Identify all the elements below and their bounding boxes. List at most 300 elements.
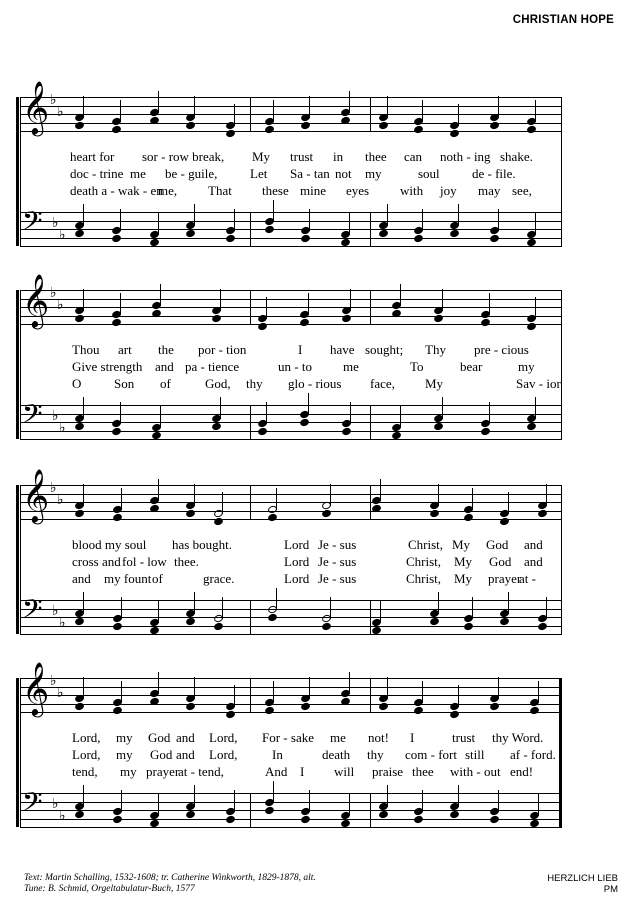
note-stem xyxy=(273,681,274,703)
staff-line xyxy=(20,511,562,512)
lyric-syllable: Lord, xyxy=(72,730,101,745)
lyric-syllable: in xyxy=(333,149,344,164)
note-stem xyxy=(535,397,536,419)
staff-line xyxy=(20,502,562,503)
measure-barline xyxy=(250,97,251,131)
note-stem xyxy=(330,597,331,619)
lyric-syllable: Lord, xyxy=(72,747,101,762)
lyric-syllable: pre - cious xyxy=(474,342,529,357)
lyric-syllable: I xyxy=(298,342,303,357)
flat-icon: ♭ xyxy=(50,285,57,301)
measure-barline xyxy=(370,678,371,712)
flat-icon: ♭ xyxy=(59,227,66,243)
lyric-syllable: God xyxy=(489,554,512,569)
staff-line xyxy=(20,97,562,98)
system-barline xyxy=(20,97,21,246)
page-header: CHRISTIAN HOPE xyxy=(512,14,614,26)
lyric-syllable: me xyxy=(330,730,346,745)
note-stem xyxy=(508,592,509,614)
bass-clef-icon: 𝄢 xyxy=(22,205,43,243)
lyric-syllable: death a - wak - en xyxy=(70,183,163,198)
note-stem xyxy=(194,677,195,699)
lyric-syllable: Give strength xyxy=(72,359,143,374)
lyric-syllable: My xyxy=(454,571,473,586)
note-stem xyxy=(422,100,423,122)
note-stem xyxy=(83,592,84,614)
note-stem xyxy=(273,100,274,122)
lyric-syllable: glo - rious xyxy=(288,376,342,391)
note-stem xyxy=(498,209,499,231)
staff-line xyxy=(20,634,562,635)
lyric-syllable: heart for xyxy=(70,149,115,164)
lyric-syllable: My xyxy=(425,376,444,391)
lyric-syllable: sor - row break, xyxy=(142,149,225,164)
lyric-syllable: mine xyxy=(300,183,326,198)
lyric-syllable: sought; xyxy=(365,342,404,357)
lyric-syllable: and xyxy=(524,537,543,552)
note-stem xyxy=(400,284,401,306)
lyric-syllable: Sa - tan xyxy=(290,166,330,181)
note-stem xyxy=(308,293,309,315)
bass-clef-icon: 𝄢 xyxy=(22,786,43,824)
lyric-syllable: thy Word. xyxy=(492,730,544,745)
system-brace xyxy=(16,97,19,246)
note-stem xyxy=(266,297,267,319)
lyric-syllable: at - xyxy=(519,571,536,586)
lyric-syllable: Thy xyxy=(425,342,446,357)
note-stem xyxy=(458,104,459,126)
flat-icon: ♭ xyxy=(52,215,59,231)
lyric-syllable: Lord, xyxy=(209,730,238,745)
system-barline xyxy=(20,485,21,634)
lyric-syllable: be - guile, xyxy=(165,166,218,181)
tune-credit: Tune: B. Schmid, Orgeltabulatur-Buch, 1577 xyxy=(24,884,195,894)
note-stem xyxy=(273,200,274,222)
lyric-syllable: eyes xyxy=(346,183,370,198)
staff-line xyxy=(20,609,562,610)
lyric-syllable: I xyxy=(410,730,415,745)
lyric-syllable: see, xyxy=(512,183,532,198)
lyric-syllable: my xyxy=(518,359,535,374)
note-stem xyxy=(120,100,121,122)
lyric-syllable: Sav - ior xyxy=(516,376,561,391)
note-stem xyxy=(220,289,221,311)
system-barline xyxy=(20,678,21,827)
note-stem xyxy=(158,91,159,113)
lyric-syllable: I xyxy=(300,764,305,779)
flat-icon: ♭ xyxy=(57,104,64,120)
note-stem xyxy=(222,597,223,619)
staff-line xyxy=(20,290,562,291)
lyric-syllable: with - out xyxy=(450,764,501,779)
lyric-syllable: soul xyxy=(418,166,440,181)
lyric-syllable: In xyxy=(272,747,283,762)
staff-line xyxy=(20,819,562,820)
staff-line xyxy=(20,494,562,495)
system-brace xyxy=(16,290,19,439)
note-stem xyxy=(121,681,122,703)
treble-staff xyxy=(20,678,562,712)
note-stem xyxy=(380,601,381,623)
tune-name: HERZLICH LIEB xyxy=(547,873,618,884)
note-stem xyxy=(309,209,310,231)
lyric-syllable: trust xyxy=(452,730,476,745)
final-barline xyxy=(559,678,562,827)
note-stem xyxy=(438,484,439,506)
flat-icon: ♭ xyxy=(50,480,57,496)
note-stem xyxy=(387,785,388,807)
note-stem xyxy=(498,790,499,812)
lyric-syllable: at - tend, xyxy=(178,764,224,779)
treble-clef-icon: 𝄞 xyxy=(22,80,50,134)
note-stem xyxy=(83,397,84,419)
staff-line xyxy=(20,414,562,415)
lyric-syllable: pa - tience xyxy=(185,359,240,374)
system-barline xyxy=(20,290,21,439)
note-stem xyxy=(220,397,221,419)
bass-staff xyxy=(20,212,562,246)
flat-icon: ♭ xyxy=(59,808,66,824)
lyric-syllable: me xyxy=(343,359,359,374)
lyric-syllable: my xyxy=(116,730,133,745)
note-stem xyxy=(194,204,195,226)
measure-barline xyxy=(250,212,251,246)
note-stem xyxy=(472,597,473,619)
measure-barline xyxy=(370,290,371,324)
flat-icon: ♭ xyxy=(52,408,59,424)
flat-icon: ♭ xyxy=(57,492,64,508)
lyric-syllable: praise xyxy=(372,764,404,779)
staff-line xyxy=(20,712,562,713)
note-stem xyxy=(387,677,388,699)
measure-barline xyxy=(250,793,251,827)
note-stem xyxy=(83,677,84,699)
lyric-syllable: And xyxy=(265,764,288,779)
note-stem xyxy=(276,588,277,610)
lyric-syllable: shake. xyxy=(500,149,533,164)
note-stem xyxy=(489,293,490,315)
lyric-syllable: My xyxy=(454,554,473,569)
treble-note xyxy=(449,129,460,139)
lyric-syllable: my xyxy=(116,747,133,762)
lyric-syllable: thy xyxy=(367,747,384,762)
note-stem xyxy=(234,104,235,126)
staff-line xyxy=(20,600,562,601)
note-stem xyxy=(349,91,350,113)
note-stem xyxy=(546,484,547,506)
note-stem xyxy=(535,297,536,319)
staff-line xyxy=(20,519,562,520)
staff-line xyxy=(20,802,562,803)
note-stem xyxy=(438,592,439,614)
note-stem xyxy=(349,213,350,235)
lyric-syllable: my xyxy=(365,166,382,181)
note-stem xyxy=(120,402,121,424)
lyric-syllable: me, xyxy=(158,183,178,198)
measure-barline xyxy=(370,600,371,634)
lyric-syllable: not! xyxy=(368,730,389,745)
system-brace xyxy=(16,678,19,827)
note-stem xyxy=(387,96,388,118)
note-stem xyxy=(458,785,459,807)
staff-line xyxy=(20,212,562,213)
note-stem xyxy=(120,293,121,315)
note-stem xyxy=(498,96,499,118)
note-stem xyxy=(121,488,122,510)
note-stem xyxy=(160,406,161,428)
lyric-syllable: will xyxy=(334,764,355,779)
lyric-syllable: may xyxy=(478,183,501,198)
meter: PM xyxy=(603,884,618,895)
note-stem xyxy=(472,488,473,510)
lyric-syllable: my fount xyxy=(104,571,152,586)
staff-line xyxy=(20,695,562,696)
measure-barline xyxy=(250,405,251,439)
lyric-syllable: bear xyxy=(460,359,483,374)
lyric-syllable: Christ, xyxy=(406,554,442,569)
bass-staff xyxy=(20,600,562,634)
bass-clef-icon: 𝄢 xyxy=(22,593,43,631)
note-stem xyxy=(309,677,310,699)
bass-staff xyxy=(20,793,562,827)
note-stem xyxy=(276,488,277,510)
note-stem xyxy=(83,484,84,506)
staff-line xyxy=(20,704,562,705)
treble-note xyxy=(213,517,224,527)
note-stem xyxy=(234,209,235,231)
lyric-syllable: of xyxy=(152,571,163,586)
lyric-syllable: these xyxy=(262,183,289,198)
flat-icon: ♭ xyxy=(50,92,57,108)
note-stem xyxy=(458,204,459,226)
note-stem xyxy=(194,592,195,614)
note-stem xyxy=(349,672,350,694)
lyric-syllable: To xyxy=(410,359,424,374)
measure-barline xyxy=(370,793,371,827)
lyric-syllable: grace. xyxy=(203,571,235,586)
flat-icon: ♭ xyxy=(52,603,59,619)
flat-icon: ♭ xyxy=(52,796,59,812)
lyric-syllable: thee xyxy=(412,764,434,779)
measure-barline xyxy=(250,678,251,712)
text-credit: Text: Martin Schalling, 1532-1608; tr. Catherine Winkworth, 1829-1878, alt. xyxy=(24,873,316,883)
note-stem xyxy=(489,402,490,424)
note-stem xyxy=(380,479,381,501)
note-stem xyxy=(120,209,121,231)
staff-line xyxy=(20,617,562,618)
lyric-syllable: God xyxy=(150,747,173,762)
lyric-syllable: de - file. xyxy=(472,166,516,181)
treble-note xyxy=(257,322,268,332)
note-stem xyxy=(508,492,509,514)
staff-line xyxy=(20,114,562,115)
lyric-syllable: and xyxy=(176,747,195,762)
note-stem xyxy=(158,794,159,816)
lyric-syllable: noth - ing xyxy=(440,149,491,164)
staff-line xyxy=(20,793,562,794)
lyric-syllable: God xyxy=(486,537,509,552)
treble-note xyxy=(449,710,460,720)
lyric-syllable: and xyxy=(155,359,174,374)
treble-clef-icon: 𝄞 xyxy=(22,468,50,522)
lyric-syllable: me xyxy=(130,166,146,181)
lyric-syllable: af - ford. xyxy=(510,747,556,762)
treble-note xyxy=(499,517,510,527)
note-stem xyxy=(222,492,223,514)
flat-icon: ♭ xyxy=(57,297,64,313)
lyric-syllable: can xyxy=(404,149,423,164)
lyric-syllable: That xyxy=(208,183,232,198)
lyric-syllable: por - tion xyxy=(198,342,247,357)
lyric-syllable: Je - sus xyxy=(318,571,357,586)
note-stem xyxy=(400,406,401,428)
staff-line xyxy=(20,827,562,828)
lyric-syllable: end! xyxy=(510,764,534,779)
measure-barline xyxy=(250,290,251,324)
note-stem xyxy=(309,96,310,118)
treble-clef-icon: 𝄞 xyxy=(22,661,50,715)
lyric-syllable: prayer xyxy=(146,764,180,779)
staff-line xyxy=(20,221,562,222)
lyric-syllable: Je - sus xyxy=(318,537,357,552)
note-stem xyxy=(83,289,84,311)
staff-line xyxy=(20,229,562,230)
flat-icon: ♭ xyxy=(59,615,66,631)
flat-icon: ♭ xyxy=(50,673,57,689)
note-stem xyxy=(422,790,423,812)
note-stem xyxy=(538,681,539,703)
note-stem xyxy=(273,781,274,803)
note-stem xyxy=(158,601,159,623)
measure-barline xyxy=(250,485,251,519)
note-stem xyxy=(194,484,195,506)
treble-staff xyxy=(20,485,562,519)
staff-line xyxy=(20,123,562,124)
staff-line xyxy=(20,238,562,239)
note-stem xyxy=(83,96,84,118)
lyric-syllable: prayer xyxy=(488,571,522,586)
lyric-syllable: thy xyxy=(246,376,263,391)
staff-line xyxy=(20,687,562,688)
note-stem xyxy=(160,284,161,306)
note-stem xyxy=(422,209,423,231)
staff-line xyxy=(20,106,562,107)
note-stem xyxy=(234,790,235,812)
right-barline xyxy=(561,97,562,246)
lyric-syllable: Christ, xyxy=(408,537,444,552)
measure-barline xyxy=(370,212,371,246)
lyric-syllable: Lord xyxy=(284,571,310,586)
lyric-syllable: For - sake xyxy=(262,730,314,745)
note-stem xyxy=(538,794,539,816)
note-stem xyxy=(546,597,547,619)
note-stem xyxy=(535,100,536,122)
lyric-syllable: has bought. xyxy=(172,537,232,552)
lyric-syllable: art xyxy=(118,342,132,357)
footer-credits xyxy=(24,873,316,895)
right-barline xyxy=(561,485,562,634)
lyric-syllable: Let xyxy=(250,166,268,181)
measure-barline xyxy=(370,485,371,519)
flat-icon: ♭ xyxy=(59,420,66,436)
lyric-syllable: tend, xyxy=(72,764,98,779)
measure-barline xyxy=(250,600,251,634)
lyric-syllable: My xyxy=(452,537,471,552)
lyric-syllable: and xyxy=(524,554,543,569)
note-stem xyxy=(330,484,331,506)
lyric-syllable: joy xyxy=(440,183,457,198)
treble-staff xyxy=(20,290,562,324)
lyric-syllable: O xyxy=(72,376,82,391)
system-brace xyxy=(16,485,19,634)
note-stem xyxy=(308,393,309,415)
lyric-syllable: Son xyxy=(114,376,135,391)
note-stem xyxy=(83,204,84,226)
lyric-syllable: blood my soul xyxy=(72,537,147,552)
staff-line xyxy=(20,810,562,811)
note-stem xyxy=(442,289,443,311)
lyric-syllable: Lord, xyxy=(209,747,238,762)
note-stem xyxy=(350,402,351,424)
lyric-syllable: Lord xyxy=(284,554,310,569)
note-stem xyxy=(194,785,195,807)
bass-clef-icon: 𝄢 xyxy=(22,398,43,436)
lyric-syllable: trust xyxy=(290,149,314,164)
note-stem xyxy=(442,397,443,419)
lyric-syllable: doc - trine xyxy=(70,166,124,181)
lyric-syllable: the xyxy=(158,342,174,357)
note-stem xyxy=(498,677,499,699)
note-stem xyxy=(422,681,423,703)
note-stem xyxy=(121,790,122,812)
treble-note xyxy=(225,129,236,139)
note-stem xyxy=(121,597,122,619)
flat-icon: ♭ xyxy=(57,685,64,701)
note-stem xyxy=(158,213,159,235)
note-stem xyxy=(234,685,235,707)
staff-line xyxy=(20,246,562,247)
staff-line xyxy=(20,678,562,679)
note-stem xyxy=(349,794,350,816)
staff-line xyxy=(20,439,562,440)
treble-note xyxy=(225,710,236,720)
staff-line xyxy=(20,307,562,308)
lyric-syllable: God, xyxy=(205,376,231,391)
lyric-syllable: still xyxy=(465,747,485,762)
note-stem xyxy=(350,289,351,311)
treble-staff xyxy=(20,97,562,131)
treble-note xyxy=(526,322,537,332)
lyric-syllable: My xyxy=(252,149,271,164)
staff-line xyxy=(20,626,562,627)
note-stem xyxy=(458,685,459,707)
lyric-syllable: Lord xyxy=(284,537,310,552)
lyric-syllable: Thou xyxy=(72,342,100,357)
treble-clef-icon: 𝄞 xyxy=(22,273,50,327)
note-stem xyxy=(266,402,267,424)
lyric-syllable: face, xyxy=(370,376,395,391)
staff-line xyxy=(20,485,562,486)
note-stem xyxy=(387,204,388,226)
measure-barline xyxy=(370,97,371,131)
lyric-syllable: com - fort xyxy=(405,747,457,762)
lyric-syllable: God xyxy=(148,730,171,745)
right-barline xyxy=(561,290,562,439)
lyric-syllable: and xyxy=(176,730,195,745)
lyric-syllable: Je - sus xyxy=(318,554,357,569)
lyric-syllable: cross and xyxy=(72,554,121,569)
lyric-syllable: not xyxy=(335,166,352,181)
